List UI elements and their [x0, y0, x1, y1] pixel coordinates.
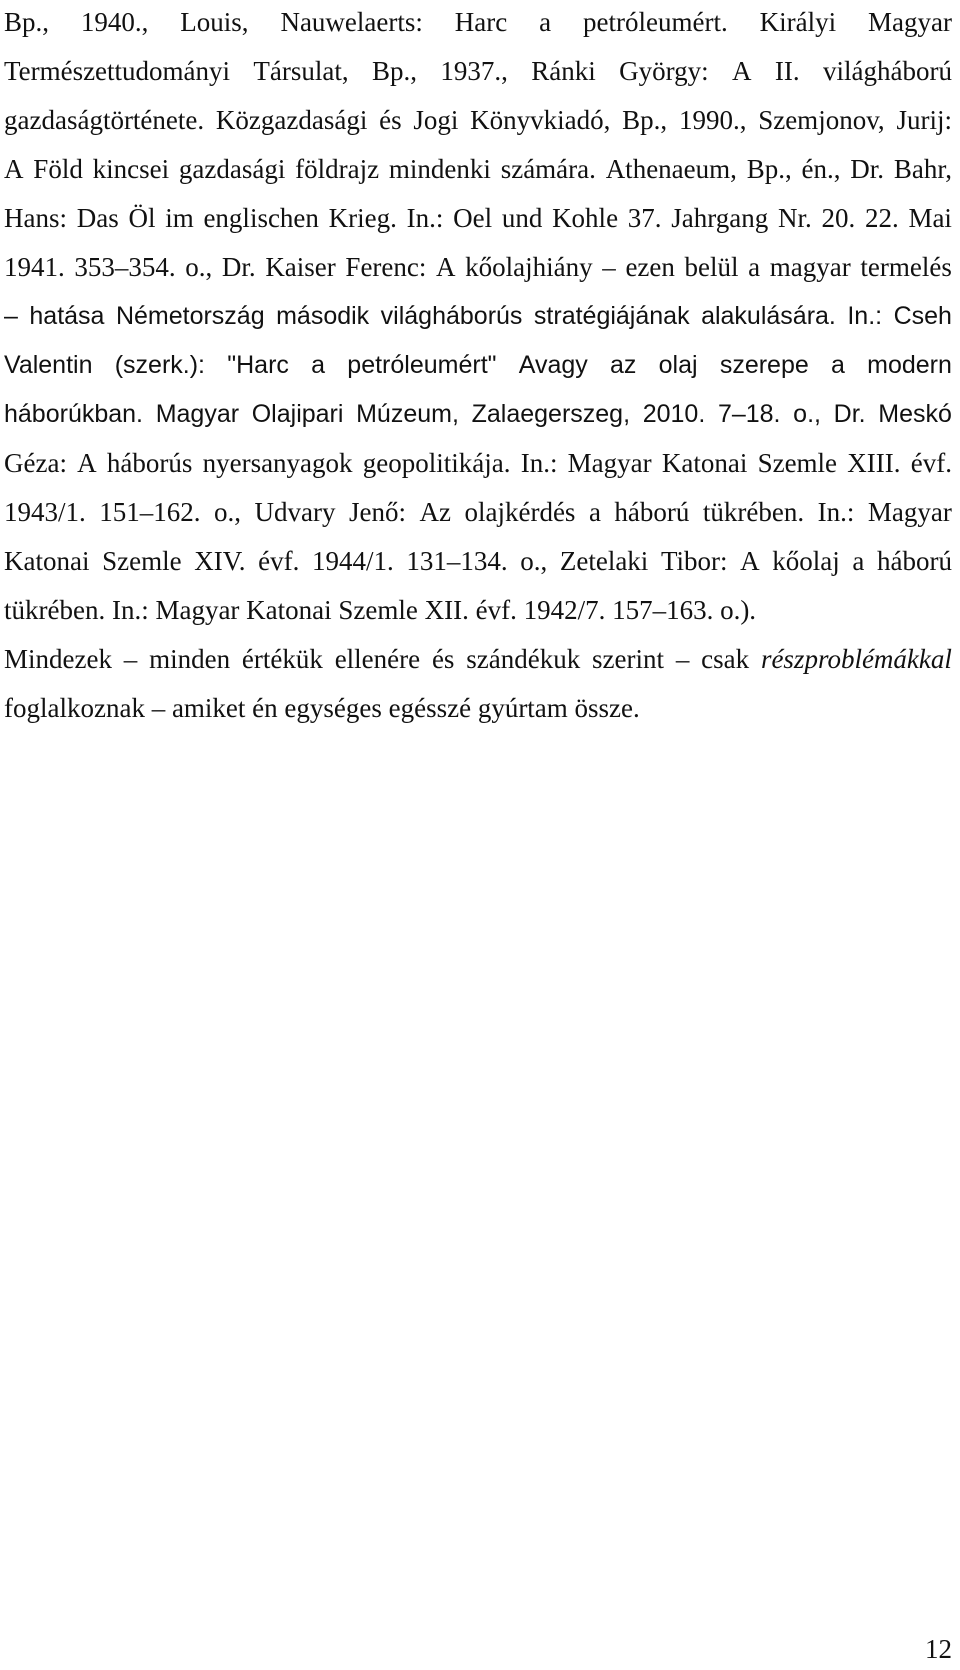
word: földrajz — [295, 154, 380, 184]
word: Ránki — [531, 56, 596, 86]
word: az — [610, 351, 637, 379]
text-line — [4, 0, 952, 47]
word: 353–354. — [74, 252, 176, 282]
word: számára. — [500, 154, 596, 184]
word: olaj — [658, 351, 698, 379]
word: 1944/1. — [311, 546, 394, 576]
word: gazdasági — [178, 154, 286, 184]
word: XIII. — [847, 448, 901, 478]
word: 1990., — [678, 105, 747, 135]
word: "Harc — [227, 351, 289, 379]
word: XIV. — [194, 546, 246, 576]
word: A — [740, 546, 760, 576]
word: Mai — [908, 203, 952, 233]
word: Az — [419, 497, 451, 527]
word: 20. — [821, 203, 856, 233]
word: In.: — [406, 203, 444, 233]
word: o., — [214, 497, 242, 527]
word: a — [539, 7, 552, 37]
word: háborús — [106, 448, 193, 478]
word: 1943/1. — [4, 497, 86, 527]
word: Ferenc: — [345, 252, 427, 282]
word: Das — [76, 203, 119, 233]
word: Nr. — [777, 203, 812, 233]
word: Zetelaki — [559, 546, 649, 576]
word: Bahr, — [893, 154, 952, 184]
word: Nauwelaerts: — [280, 7, 423, 37]
word: In.: — [847, 302, 883, 330]
body-text — [4, 0, 952, 733]
word: II. — [774, 56, 800, 86]
word: 131–134. — [406, 546, 508, 576]
word: Dr. — [850, 154, 885, 184]
word: A — [732, 56, 752, 86]
word: Bp., — [372, 56, 418, 86]
word: (szerk.): — [114, 351, 206, 379]
word: és — [431, 644, 455, 674]
word: szerint — [592, 644, 665, 674]
word: én., — [801, 154, 841, 184]
word: kőolajhiány — [465, 252, 593, 282]
word: Öl — [128, 203, 156, 233]
word: háború — [876, 546, 952, 576]
word: Magyar — [867, 497, 952, 527]
word: György: — [619, 56, 709, 86]
word: világháborús — [380, 302, 523, 330]
word: – — [4, 302, 18, 330]
word: Dr. — [221, 252, 256, 282]
word: – — [602, 252, 616, 282]
word: és — [379, 105, 402, 135]
text-line — [4, 488, 952, 537]
word: Katonai — [661, 448, 748, 478]
word: világháború — [823, 56, 952, 86]
word: Tibor: — [660, 546, 728, 576]
word: Szemle — [102, 546, 182, 576]
word: Szemjonov, — [758, 105, 885, 135]
word: Társulat, — [253, 56, 349, 86]
word: évf. — [258, 546, 300, 576]
word: Athenaeum, — [605, 154, 737, 184]
word: – — [123, 644, 138, 674]
word: Könyvkiadó, — [470, 105, 611, 135]
word: Királyi — [759, 7, 837, 37]
word: mindenki — [388, 154, 491, 184]
word: Bp., — [746, 154, 792, 184]
word: und — [501, 203, 543, 233]
text-line — [4, 96, 952, 145]
word: nyersanyagok — [202, 448, 353, 478]
word: háború — [614, 497, 690, 527]
word: Föld — [33, 154, 83, 184]
word: Zalaegerszeg, — [471, 400, 631, 428]
word: Jenő: — [349, 497, 406, 527]
line-text: foglalkoznak – amiket én egységes egésszé gyúrtam össze. — [4, 693, 640, 723]
word: hatása — [29, 302, 105, 330]
word: 7–18. — [717, 400, 781, 428]
word: Hans: — [4, 203, 67, 233]
word: második — [276, 302, 370, 330]
word: 22. — [864, 203, 899, 233]
word: Mindezek — [4, 644, 112, 674]
text-line — [4, 194, 952, 243]
text-line — [4, 586, 952, 635]
word: A — [77, 448, 97, 478]
word: Magyar — [867, 7, 952, 37]
word: Magyar — [155, 400, 240, 428]
word: Oel — [453, 203, 493, 233]
word: im — [165, 203, 194, 233]
word: Magyar — [567, 448, 652, 478]
text-line — [4, 684, 952, 733]
word: gazdaságtörténete. — [4, 105, 205, 135]
word: modern — [867, 351, 952, 379]
text-line — [4, 537, 952, 586]
word: a — [831, 351, 845, 379]
word: ellenére — [334, 644, 421, 674]
page-number: 12 — [925, 1634, 952, 1664]
word: kincsei — [92, 154, 170, 184]
word: a — [311, 351, 326, 379]
word: 151–162. — [99, 497, 201, 527]
text-line — [4, 145, 952, 194]
word: petróleumért" — [347, 351, 497, 379]
word: Jahrgang — [671, 203, 769, 233]
word: Jogi — [413, 105, 459, 135]
word: szerepe — [719, 351, 809, 379]
word: petróleumért. — [583, 7, 728, 37]
word: Meskó — [878, 400, 952, 428]
word: háborúkban. — [4, 400, 144, 428]
word: Közgazdasági — [215, 105, 368, 135]
word: 37. — [627, 203, 662, 233]
word: magyar — [769, 252, 851, 282]
word: Múzeum, — [356, 400, 459, 428]
word: 2010. — [642, 400, 706, 428]
word: Kohle — [552, 203, 619, 233]
word: Jurij: — [896, 105, 952, 135]
word: Bp., — [622, 105, 668, 135]
text-line — [4, 635, 952, 684]
word: o., — [793, 400, 821, 428]
word: In.: — [817, 497, 855, 527]
word: a — [588, 497, 601, 527]
word: Udvary — [254, 497, 336, 527]
text-line — [4, 390, 952, 439]
word: Szemle — [757, 448, 838, 478]
word: ezen — [625, 252, 675, 282]
word: minden — [149, 644, 231, 674]
line-text: tükrében. In.: Magyar Katonai Szemle XII. évf. 1942/7. 157–163. o.). — [4, 595, 757, 625]
word: o., — [520, 546, 548, 576]
word: alakulására. — [701, 302, 836, 330]
word: a — [748, 252, 761, 282]
word: csak — [701, 644, 750, 674]
word: Valentin — [4, 351, 93, 379]
word: geopolitikája. — [362, 448, 511, 478]
text-line — [4, 439, 952, 488]
text-line — [4, 243, 952, 292]
word: Kaiser — [265, 252, 336, 282]
word: Dr. — [833, 400, 866, 428]
word: A — [436, 252, 456, 282]
word: A — [4, 154, 24, 184]
word: tükrében. — [702, 497, 805, 527]
word: o., — [185, 252, 213, 282]
text-line — [4, 47, 952, 96]
word: 1941. — [4, 252, 65, 282]
word: Katonai — [4, 546, 90, 576]
word: Cseh — [893, 302, 952, 330]
word: belül — [684, 252, 739, 282]
word: a — [852, 546, 865, 576]
word: stratégiájának — [533, 302, 690, 330]
word: Németország — [115, 302, 265, 330]
word: Avagy — [518, 351, 588, 379]
word: Olajipari — [251, 400, 344, 428]
word: – — [675, 644, 690, 674]
word: Harc — [454, 7, 508, 37]
word: 1940., — [80, 7, 149, 37]
word: Bp., — [4, 7, 50, 37]
word: 1937., — [440, 56, 508, 86]
word: értékük — [241, 644, 323, 674]
word: Louis, — [180, 7, 249, 37]
word: Géza: — [4, 448, 67, 478]
italic-word: részproblémákkal — [760, 644, 952, 674]
word: évf. — [910, 448, 952, 478]
text-line — [4, 292, 952, 341]
word: Természettudományi — [4, 56, 231, 86]
text-line — [4, 341, 952, 390]
word: olajkérdés — [464, 497, 576, 527]
word: kőolaj — [772, 546, 840, 576]
word: szándékuk — [466, 644, 581, 674]
word: englischen — [203, 203, 319, 233]
word: Krieg. — [328, 203, 397, 233]
word: termelés — [860, 252, 952, 282]
word: In.: — [520, 448, 558, 478]
